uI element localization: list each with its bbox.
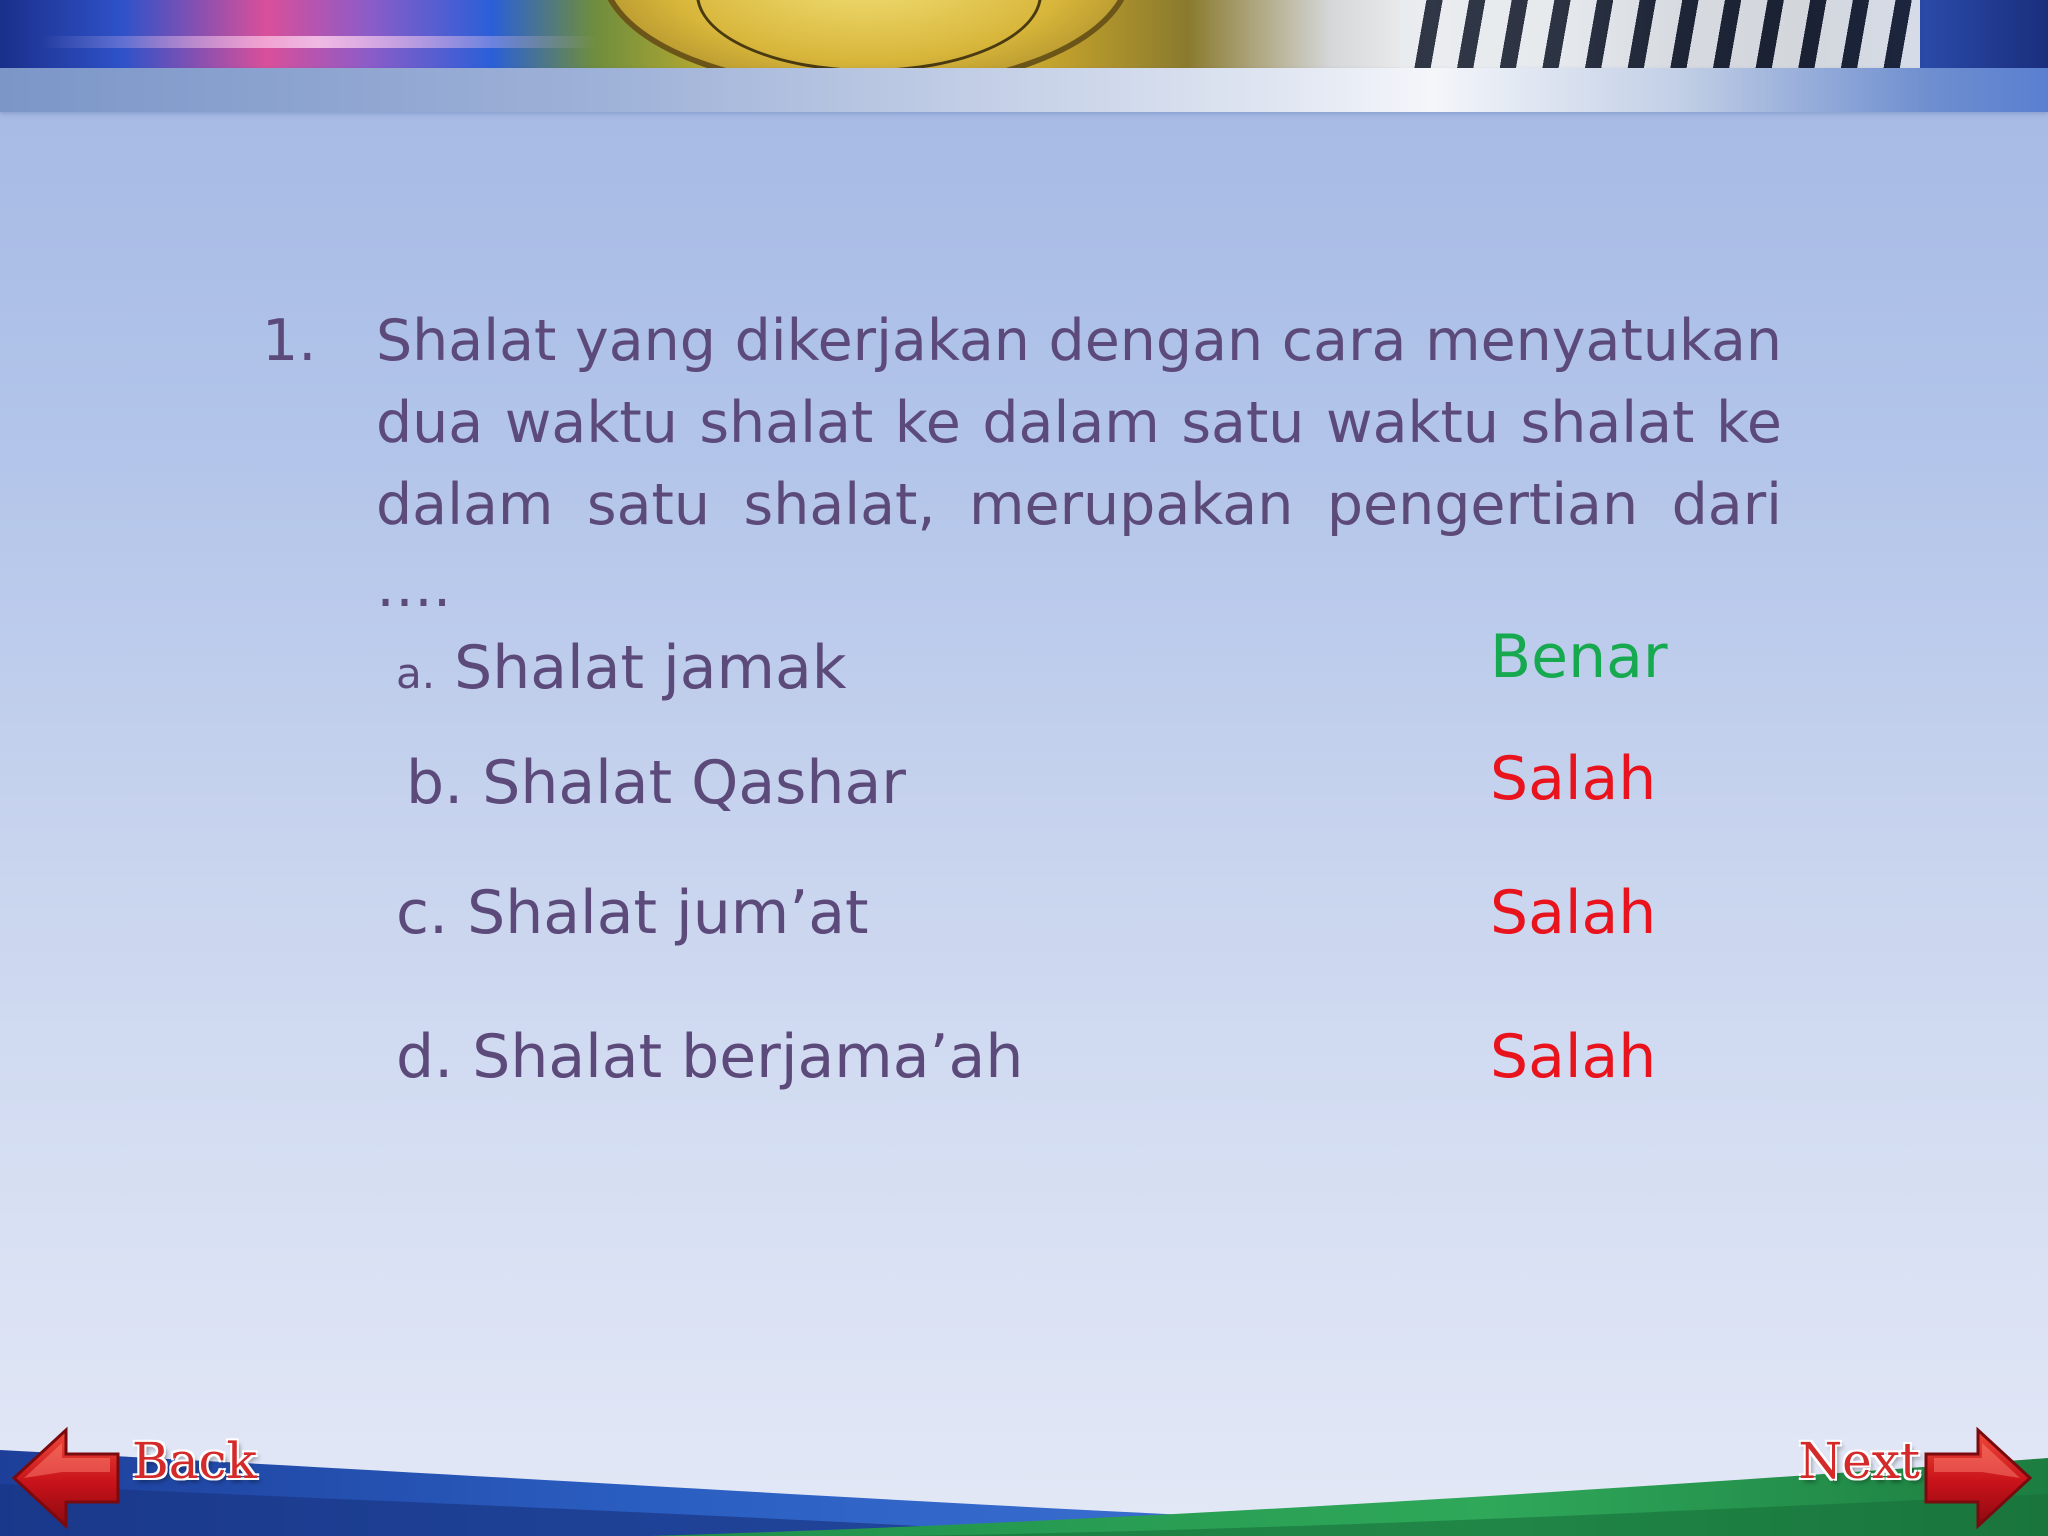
option-c-letter: c. [396, 878, 449, 948]
arrow-left-icon [10, 1426, 122, 1530]
verdict-c[interactable]: Salah [1490, 878, 1657, 948]
banner-stripes [1400, 0, 1920, 68]
verdict-a[interactable]: Benar [1490, 622, 1668, 692]
header-banner-image [0, 0, 2048, 68]
banner-light-ray [40, 36, 600, 48]
clock-face [696, 0, 1042, 68]
option-b-letter: b. [406, 748, 464, 818]
option-b[interactable] [406, 748, 906, 818]
verdict-d[interactable]: Salah [1490, 1022, 1657, 1092]
header-strip [0, 68, 2048, 112]
arrow-right-icon [1922, 1426, 2034, 1530]
option-b-label: Shalat Qashar [482, 748, 906, 818]
next-label: Next [1798, 1432, 1920, 1490]
option-d-letter: d. [396, 1022, 454, 1092]
back-button[interactable] [0, 1406, 300, 1536]
question-number: 1. [262, 308, 317, 374]
option-a-label: Shalat jamak [454, 633, 847, 703]
next-button[interactable] [1748, 1406, 2048, 1536]
verdict-b[interactable]: Salah [1490, 744, 1657, 814]
footer-swoosh [0, 1406, 2048, 1536]
option-c[interactable] [396, 878, 869, 948]
clock-image [600, 0, 1132, 68]
question-block [262, 300, 1782, 628]
option-a[interactable] [396, 633, 847, 709]
option-d-label: Shalat berjama’ah [472, 1022, 1024, 1092]
question-text: Shalat yang dikerjakan dengan cara menyatukan dua waktu shalat ke dalam satu waktu shalat ke dalam satu shalat, merupakan pengertian dari …. [376, 308, 1782, 620]
back-label: Back [132, 1432, 257, 1490]
option-d[interactable] [396, 1022, 1023, 1092]
option-a-letter: a. [396, 649, 436, 698]
option-c-label: Shalat jum’at [467, 878, 869, 948]
